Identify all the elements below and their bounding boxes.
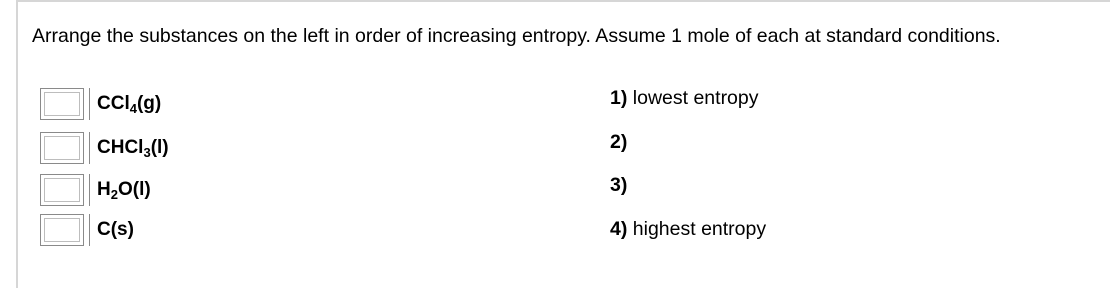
order-drop-box[interactable] bbox=[40, 132, 84, 164]
question-panel bbox=[16, 0, 1110, 288]
formula-base: C(s) bbox=[97, 219, 134, 240]
rank-label-1 bbox=[610, 86, 759, 110]
order-drop-box[interactable] bbox=[40, 214, 84, 246]
formula-base: H bbox=[97, 179, 111, 200]
substance-label[interactable] bbox=[89, 132, 169, 164]
substance-label[interactable] bbox=[89, 174, 151, 206]
rank-number: 2) bbox=[610, 131, 628, 153]
rank-description: lowest entropy bbox=[632, 87, 759, 109]
substance-label[interactable] bbox=[89, 88, 161, 120]
rank-number: 4) bbox=[610, 218, 628, 240]
order-drop-box[interactable] bbox=[40, 88, 84, 120]
formula-subscript: 4 bbox=[129, 101, 137, 116]
formula-rest: O(l) bbox=[117, 179, 151, 200]
order-drop-box[interactable] bbox=[40, 174, 84, 206]
formula-rest: (g) bbox=[136, 93, 162, 114]
rank-label-4 bbox=[610, 217, 766, 241]
rank-number: 1) bbox=[610, 87, 628, 109]
formula-base: CCl bbox=[97, 93, 130, 114]
substance-label[interactable] bbox=[89, 214, 134, 246]
formula-subscript: 3 bbox=[143, 145, 151, 160]
question-text: Arrange the substances on the left in order of increasing entropy. Assume 1 mole of each at standard conditions. bbox=[32, 25, 1001, 47]
rank-number: 3) bbox=[610, 174, 628, 196]
formula-base: CHCl bbox=[97, 137, 144, 158]
rank-label-2 bbox=[610, 130, 627, 154]
rank-description: highest entropy bbox=[632, 218, 767, 240]
formula-subscript: 2 bbox=[110, 187, 118, 202]
formula-rest: (l) bbox=[150, 137, 169, 158]
rank-label-3 bbox=[610, 173, 627, 197]
